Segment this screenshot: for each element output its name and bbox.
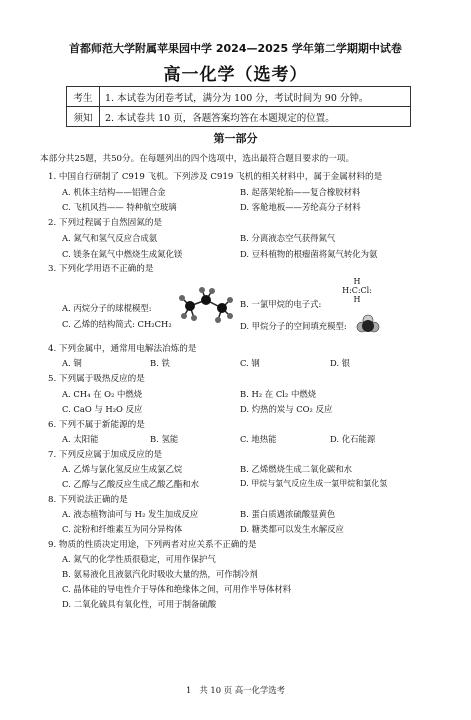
question-8-option-a: A. 液态植物油可与 H₂ 发生加成反应 [62, 509, 199, 519]
exam-title: 高一化学（选考） [163, 65, 308, 85]
question-8-option-b: B. 蛋白质遇浓硫酸显黄色 [240, 509, 336, 519]
chloromethane-electron-formula: H H:C:Cl: H [342, 277, 372, 304]
question-3-option-a: A. 丙烷分子的球棍模型: [62, 303, 152, 313]
notice-key-1: 考生 [67, 87, 100, 107]
question-3-option-c: C. 乙烯的结构简式: CH₂CH₂ [62, 319, 172, 329]
question-8-option-c: C. 淀粉和纤维素互为同分异构体 [62, 524, 183, 534]
question-1-option-d: D. 客舱地板——芳纶高分子材料 [240, 202, 361, 212]
question-7-option-d: D. 甲烷与氯气反应生成一氯甲烷和氯化氢 [240, 479, 388, 488]
question-6-option-d: D. 化石能源 [330, 434, 376, 444]
question-8-stem: 8. 下列说法正确的是 [48, 495, 128, 505]
school-title: 首都师范大学附属苹果园中学 2024—2025 学年第二学期期中试卷 [69, 42, 402, 55]
notice-item-2: 2. 本试卷共 10 页，各题答案均答在本题规定的位置。 [100, 107, 411, 127]
question-1-option-a: A. 机体主结构——铝锂合金 [62, 187, 166, 197]
question-9-option-c: C. 晶体硅的导电性介于导体和绝缘体之间，可用作半导体材料 [62, 584, 292, 594]
notice-item-1: 1. 本试卷为闭卷考试，满分为 100 分，考试时间为 90 分钟。 [100, 87, 411, 107]
question-6-option-a: A. 太阳能 [62, 434, 99, 444]
question-1-stem: 1. 中国自行研制了 C919 飞机。下列涉及 C919 飞机的相关材料中，属于金属材料的是 [48, 172, 383, 182]
question-4-option-c: C. 钢 [240, 358, 260, 368]
notice-key-2: 须知 [67, 107, 100, 127]
question-6-option-c: C. 地热能 [240, 434, 277, 444]
question-2-option-d: D. 豆科植物的根瘤菌将氮气转化为氨 [240, 249, 378, 259]
question-7-option-a: A. 乙烯与氯化氢反应生成氯乙烷 [62, 464, 183, 474]
question-8-option-d: D. 糖类都可以发生水解反应 [240, 524, 344, 534]
question-4-option-d: D. 银 [330, 358, 351, 368]
question-3-option-d: D. 甲烷分子的空间填充模型: [240, 321, 347, 331]
page-number: 1 [186, 685, 192, 695]
question-5-option-c: C. CaO 与 H₂O 反应 [62, 404, 143, 414]
section-instructions: 本部分共25题，共50分。在每题列出的四个选项中，选出最符合题目要求的一项。 [40, 154, 355, 164]
question-3-stem: 3. 下列化学用语不正确的是 [48, 264, 154, 274]
question-2-option-a: A. 氮气和氢气反应合成氨 [62, 233, 158, 243]
question-1-option-b: B. 起落架轮胎——复合橡胶材料 [240, 187, 361, 197]
question-4-option-a: A. 铜 [62, 358, 82, 368]
question-7-option-b: B. 乙烯燃烧生成二氧化碳和水 [240, 464, 352, 474]
question-4-stem: 4. 下列金属中，通常用电解法冶炼的是 [48, 344, 197, 354]
propane-ball-stick-model [176, 286, 236, 326]
question-3-option-b: B. 一氯甲烷的电子式: [240, 299, 322, 309]
question-5-option-a: A. CH₄ 在 O₂ 中燃烧 [62, 389, 143, 399]
question-9-option-a: A. 氮气的化学性质很稳定，可用作保护气 [62, 554, 216, 564]
question-9-stem: 9. 物质的性质决定用途，下列两者对应关系不正确的是 [48, 540, 257, 550]
page-footer [0, 684, 471, 696]
question-9-option-b: B. 氨易液化且液氨汽化时吸收大量的热，可作制冷剂 [62, 569, 258, 579]
question-5-stem: 5. 下列属于吸热反应的是 [48, 374, 145, 384]
question-5-option-d: D. 灼热的炭与 CO₂ 反应 [240, 404, 333, 414]
section-title: 第一部分 [213, 132, 258, 145]
question-5-option-b: B. H₂ 在 Cl₂ 中燃烧 [240, 389, 317, 399]
question-2-option-b: B. 分离液态空气获得氮气 [240, 233, 336, 243]
question-6-option-b: B. 氢能 [150, 434, 179, 444]
page-info: 共 10 页 高一化学选考 [199, 685, 285, 695]
methane-space-filling-model [356, 314, 380, 334]
question-6-stem: 6. 下列不属于新能源的是 [48, 420, 145, 430]
question-9-option-d: D. 二氧化硫具有氧化性，可用于制备硫酸 [62, 599, 217, 609]
question-2-option-c: C. 镁条在氮气中燃烧生成氮化镁 [62, 249, 183, 259]
question-7-option-c: C. 乙醇与乙酸反应生成乙酸乙酯和水 [62, 479, 200, 489]
question-2-stem: 2. 下列过程属于自然固氮的是 [48, 218, 163, 228]
question-1-option-c: C. 飞机风挡—— 特种航空玻璃 [62, 202, 177, 212]
exam-notice-table [66, 86, 411, 127]
question-7-stem: 7. 下列反应属于加成反应的是 [48, 450, 163, 460]
question-4-option-b: B. 铁 [150, 358, 170, 368]
